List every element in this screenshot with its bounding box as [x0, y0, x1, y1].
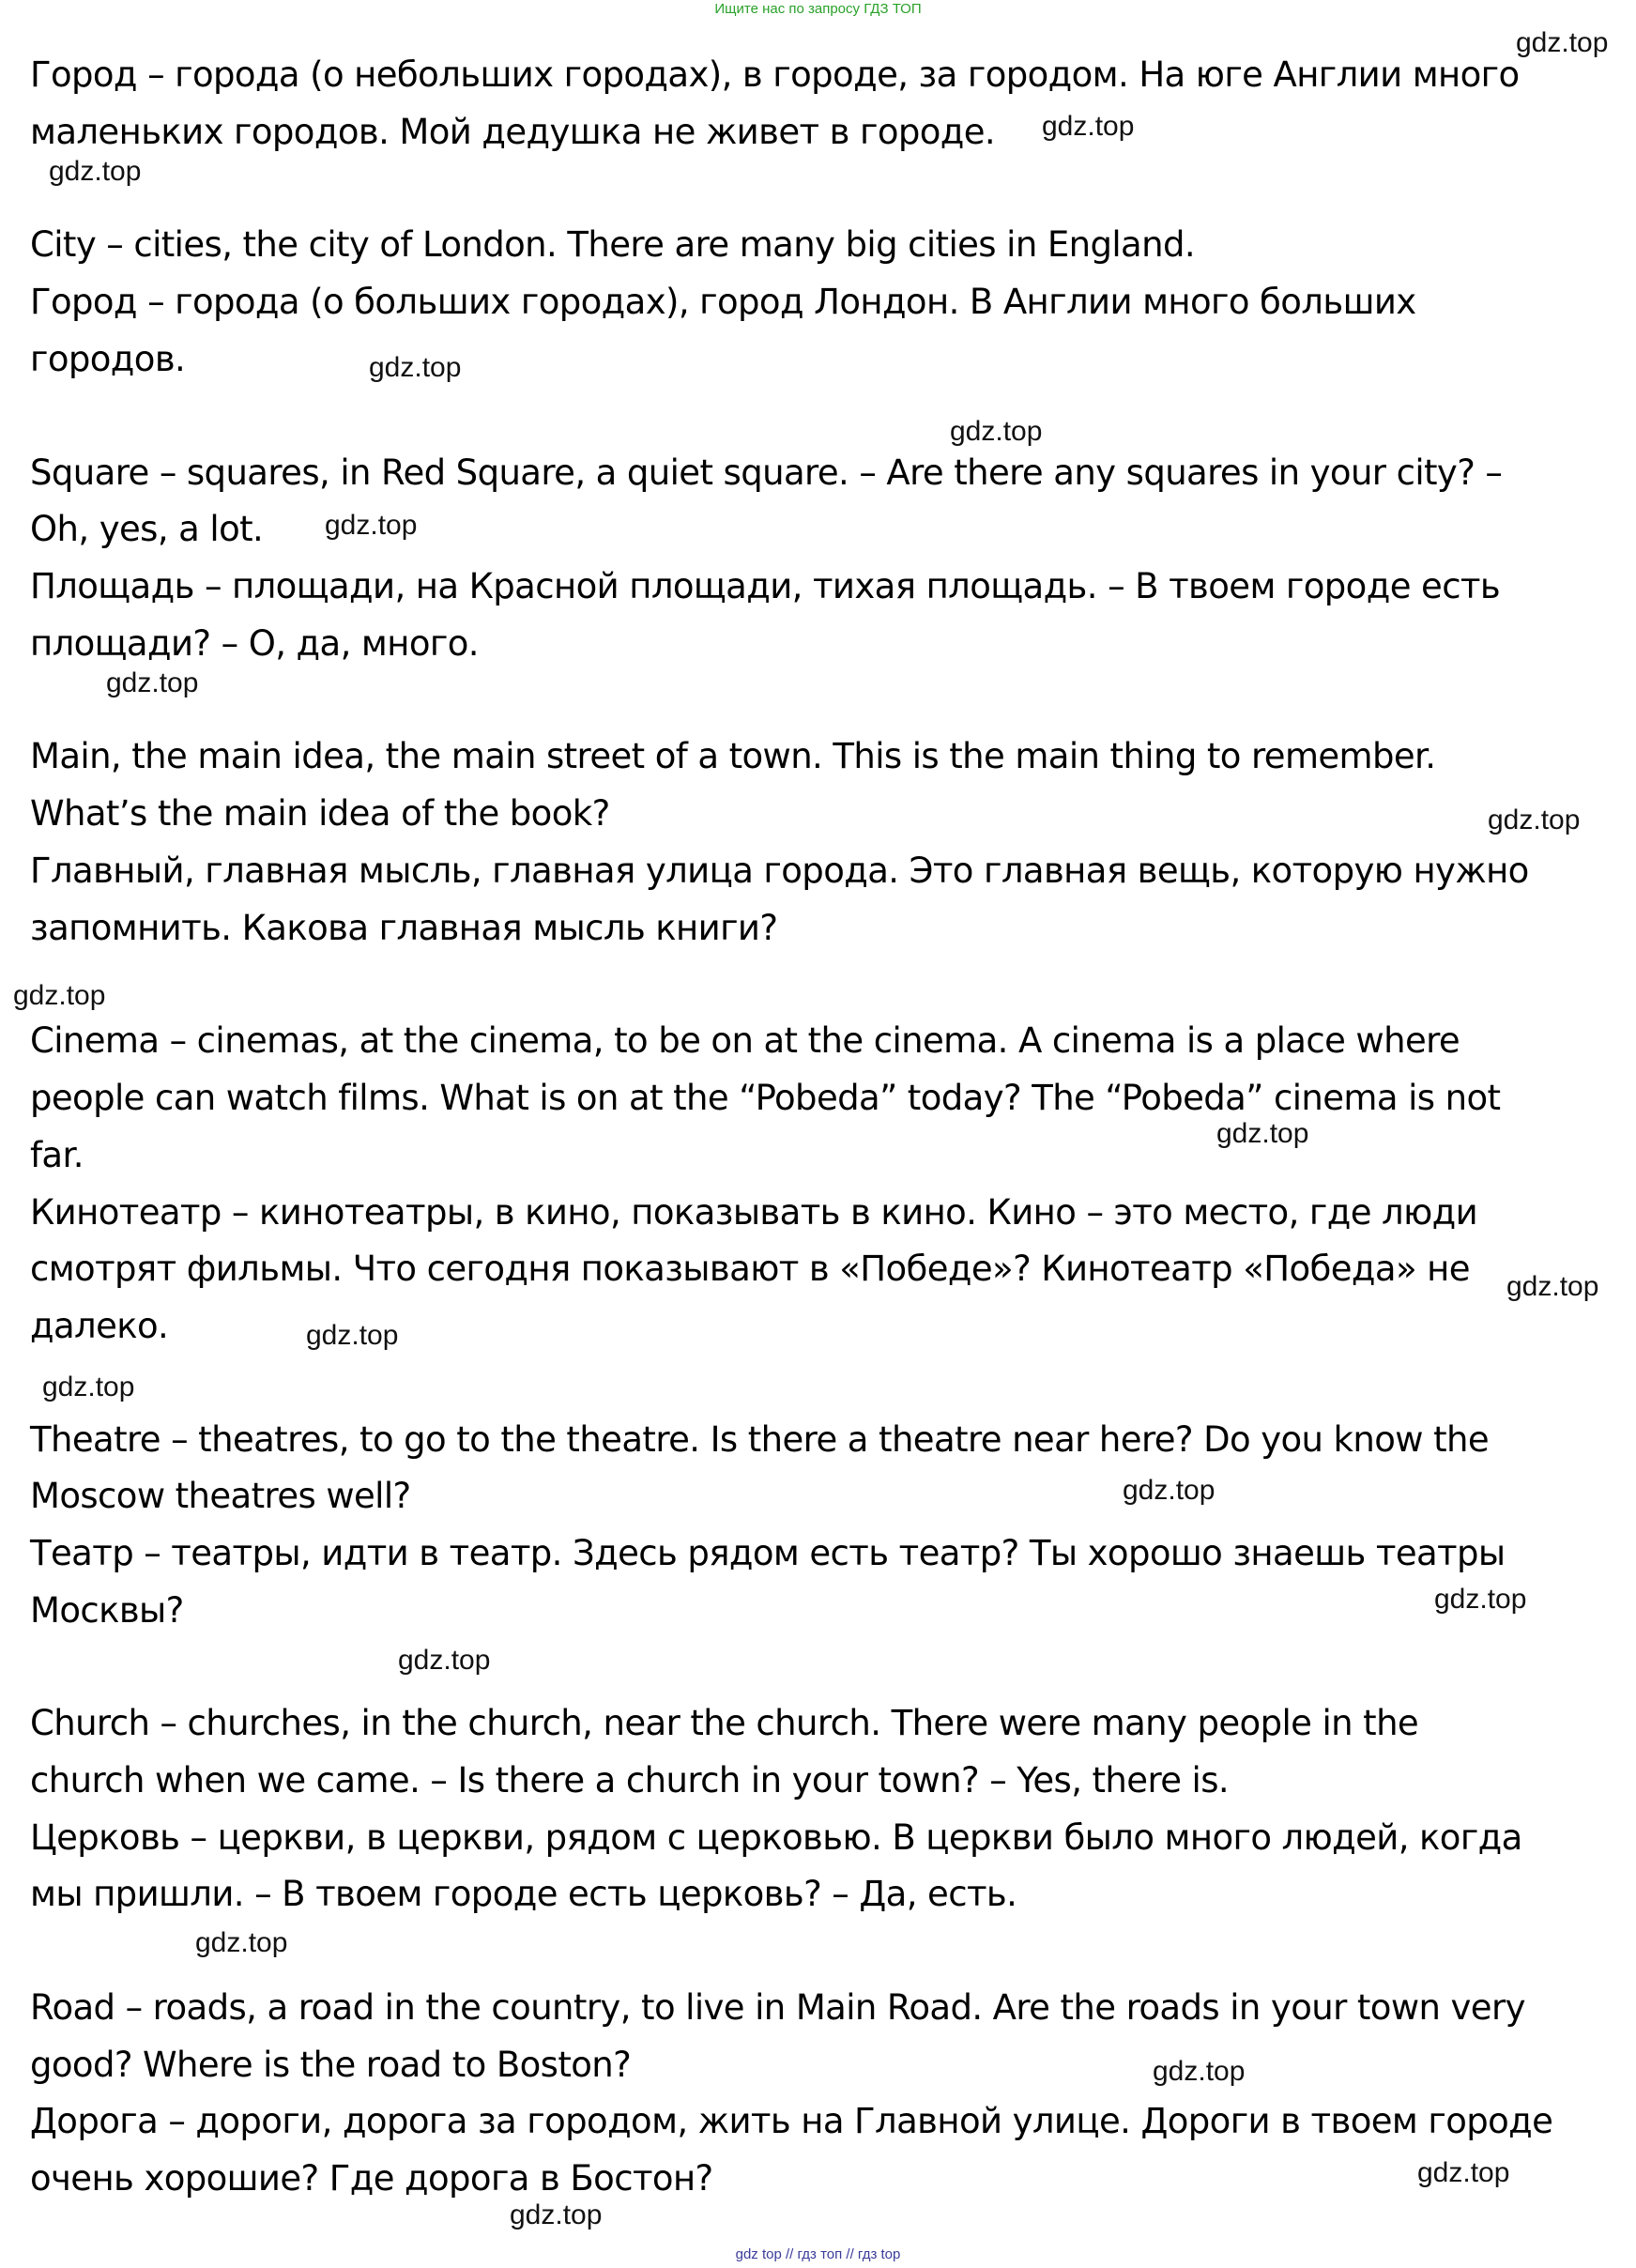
watermark: gdz.top [398, 1645, 491, 1676]
text-line: городов. [30, 339, 186, 379]
text-line: Кинотеатр – кинотеатры, в кино, показывать в кино. Кино – это место, где люди [30, 1192, 1478, 1233]
watermark: gdz.top [1042, 111, 1135, 142]
text-line: очень хорошие? Где дорога в Бостон? [30, 2158, 713, 2199]
text-line: good? Where is the road to Boston? [30, 2045, 632, 2085]
text-line: church when we came. – Is there a church in your town? – Yes, there is. [30, 1760, 1230, 1801]
text-line: Road – roads, a road in the country, to live in Main Road. Are the roads in your town very [30, 1987, 1525, 2028]
watermark: gdz.top [1488, 805, 1581, 835]
watermark: gdz.top [950, 416, 1043, 447]
text-line: Oh, yes, a lot. [30, 509, 264, 549]
footer-links: gdz top // гдз топ // гдз top [735, 2246, 901, 2262]
text-line: Дорога – дороги, дорога за городом, жить на Главной улице. Дороги в твоем городе [30, 2101, 1553, 2141]
text-line: City – cities, the city of London. There are many big cities in England. [30, 224, 1195, 265]
text-line: Theatre – theatres, to go to the theatre. Is there a theatre near here? Do you know the [30, 1419, 1489, 1460]
watermark: gdz.top [1434, 1584, 1527, 1615]
text-line: people can watch films. What is on at the “Pobeda” today? The “Pobeda” cinema is not [30, 1078, 1501, 1118]
watermark: gdz.top [1506, 1271, 1599, 1302]
text-line: Church – churches, in the church, near the church. There were many people in the [30, 1703, 1419, 1743]
watermark: gdz.top [106, 667, 199, 698]
text-line: площади? – О, да, много. [30, 623, 479, 664]
text-line: Moscow theatres well? [30, 1476, 411, 1516]
text-line: Театр – театры, идти в театр. Здесь рядом есть театр? Ты хорошо знаешь театры [30, 1533, 1506, 1573]
text-line: Square – squares, in Red Square, a quiet square. – Are there any squares in your city? – [30, 452, 1503, 493]
text-line: Площадь – площади, на Красной площади, тихая площадь. – В твоем городе есть [30, 566, 1501, 606]
watermark: gdz.top [195, 1927, 288, 1958]
watermark: gdz.top [325, 510, 418, 541]
text-line: Москвы? [30, 1590, 184, 1631]
text-line: Главный, главная мысль, главная улица города. Это главная вещь, которую нужно [30, 850, 1529, 891]
text-line: Город – города (о небольших городах), в городе, за городом. На юге Англии много [30, 54, 1520, 95]
watermark: gdz.top [42, 1372, 135, 1402]
watermark: gdz.top [369, 352, 462, 383]
text-line: далеко. [30, 1306, 169, 1346]
watermark: gdz.top [1123, 1475, 1216, 1506]
search-banner: Ищите нас по запросу ГДЗ ТОП [714, 1, 922, 17]
text-line: смотрят фильмы. Что сегодня показывают в «Победе»? Кинотеатр «Победа» не [30, 1249, 1470, 1289]
watermark: gdz.top [49, 156, 142, 187]
text-line: far. [30, 1135, 84, 1175]
watermark: gdz.top [306, 1320, 399, 1351]
watermark: gdz.top [1216, 1118, 1309, 1149]
watermark: gdz.top [1153, 2056, 1246, 2087]
text-line: Cinema – cinemas, at the cinema, to be on at the cinema. A cinema is a place where [30, 1020, 1460, 1061]
text-line: мы пришли. – В твоем городе есть церковь? – Да, есть. [30, 1874, 1017, 1914]
text-line: Main, the main idea, the main street of a town. This is the main thing to remember. [30, 736, 1436, 776]
text-line: запомнить. Какова главная мысль книги? [30, 908, 778, 948]
watermark: gdz.top [13, 980, 106, 1011]
watermark: gdz.top [1417, 2157, 1510, 2188]
watermark: gdz.top [510, 2199, 603, 2230]
text-line: Город – города (о больших городах), город Лондон. В Англии много больших [30, 282, 1416, 322]
watermark: gdz.top [1516, 27, 1609, 58]
text-line: маленьких городов. Мой дедушка не живет в городе. [30, 112, 996, 152]
text-line: Церковь – церкви, в церкви, рядом с церковью. В церкви было много людей, когда [30, 1817, 1522, 1858]
text-line: What’s the main idea of the book? [30, 793, 610, 834]
